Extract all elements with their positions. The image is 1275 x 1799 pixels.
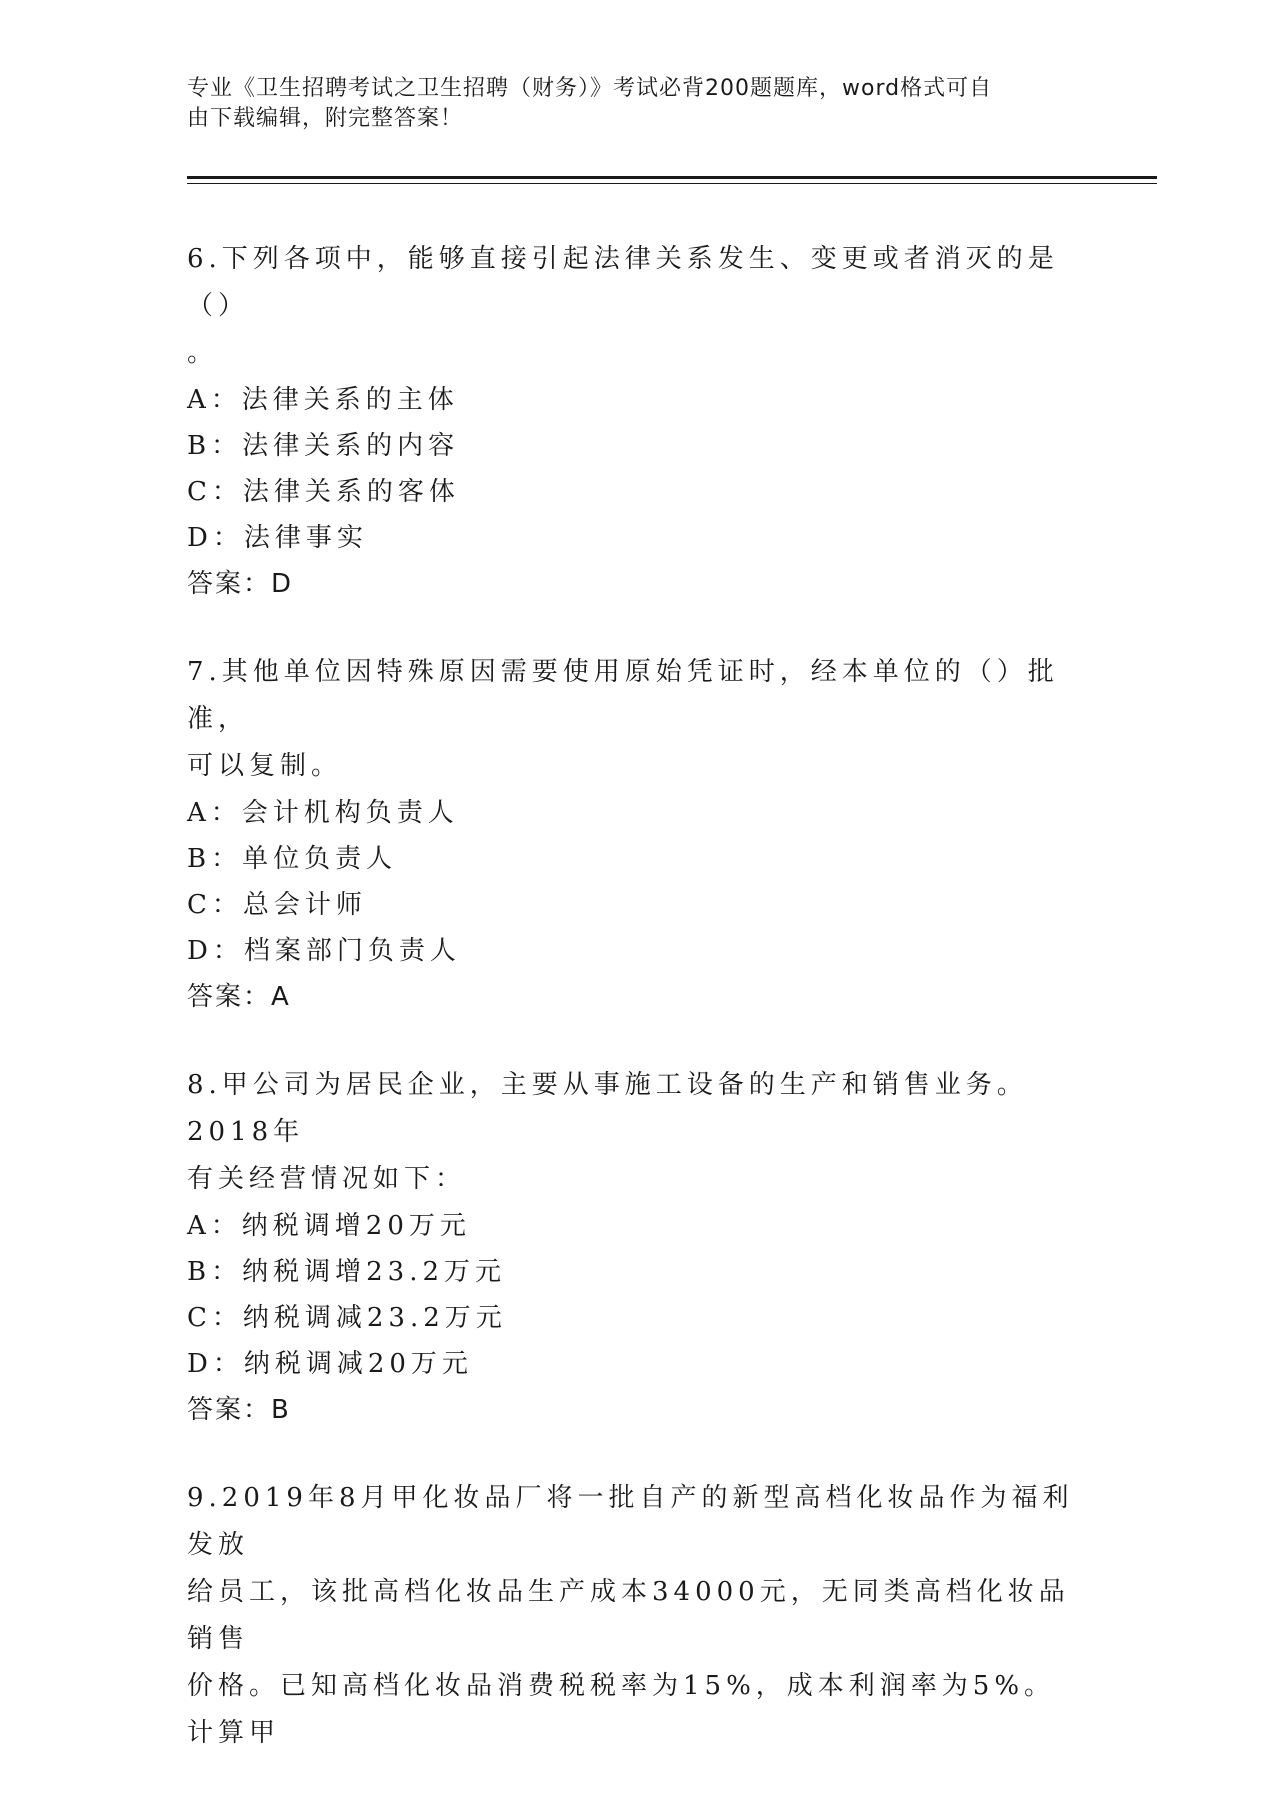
option-c: C：总会计师	[187, 890, 367, 920]
question-6	[187, 236, 1077, 607]
answer-line: 答案：D	[187, 569, 294, 599]
option-d: D：纳税调减20万元	[187, 1349, 473, 1379]
option-b: B：法律关系的内容	[187, 431, 460, 461]
question-text-line: 7.其他单位因特殊原因需要使用原始凭证时，经本单位的（）批准，	[187, 657, 1059, 734]
document-header	[187, 74, 1067, 134]
question-9	[187, 1475, 1077, 1757]
question-text-line: 给员工，该批高档化妆品生产成本34000元，无同类高档化妆品销售	[187, 1577, 1070, 1654]
question-text-line: 8.甲公司为居民企业，主要从事施工设备的生产和销售业务。2018年	[187, 1070, 1028, 1147]
question-text-line: 9.2019年8月甲化妆品厂将一批自产的新型高档化妆品作为福利发放	[187, 1483, 1074, 1560]
question-7	[187, 649, 1077, 1020]
option-b: B：纳税调增23.2万元	[187, 1257, 506, 1287]
option-a: A：法律关系的主体	[187, 385, 459, 415]
option-a: A：纳税调增20万元	[187, 1211, 471, 1241]
question-text-line: 6.下列各项中，能够直接引起法律关系发生、变更或者消灭的是（）	[187, 244, 1059, 321]
option-d: D：档案部门负责人	[187, 936, 461, 966]
header-line-2: 由下载编辑，附完整答案！	[187, 106, 464, 131]
option-c: C：法律关系的客体	[187, 477, 460, 507]
answer-line: 答案：A	[187, 982, 291, 1012]
header-divider-thin	[187, 183, 1157, 184]
question-text-line: 有关经营情况如下：	[187, 1164, 467, 1194]
question-8	[187, 1062, 1077, 1433]
question-text-line: 。	[187, 338, 219, 368]
option-b: B：单位负责人	[187, 844, 398, 874]
question-text-line: 可以复制。	[187, 751, 343, 781]
option-c: C：纳税调减23.2万元	[187, 1303, 507, 1333]
option-d: D：法律事实	[187, 523, 368, 553]
header-line-1: 专业《卫生招聘考试之卫生招聘（财务）》考试必背200题题库，word格式可自	[187, 76, 993, 101]
question-text-line: 价格。已知高档化妆品消费税税率为15%，成本利润率为5%。计算甲	[187, 1671, 1056, 1748]
answer-line: 答案：B	[187, 1395, 291, 1425]
option-a: A：会计机构负责人	[187, 798, 459, 828]
header-divider-thick	[187, 176, 1157, 179]
question-list	[187, 236, 1077, 1799]
